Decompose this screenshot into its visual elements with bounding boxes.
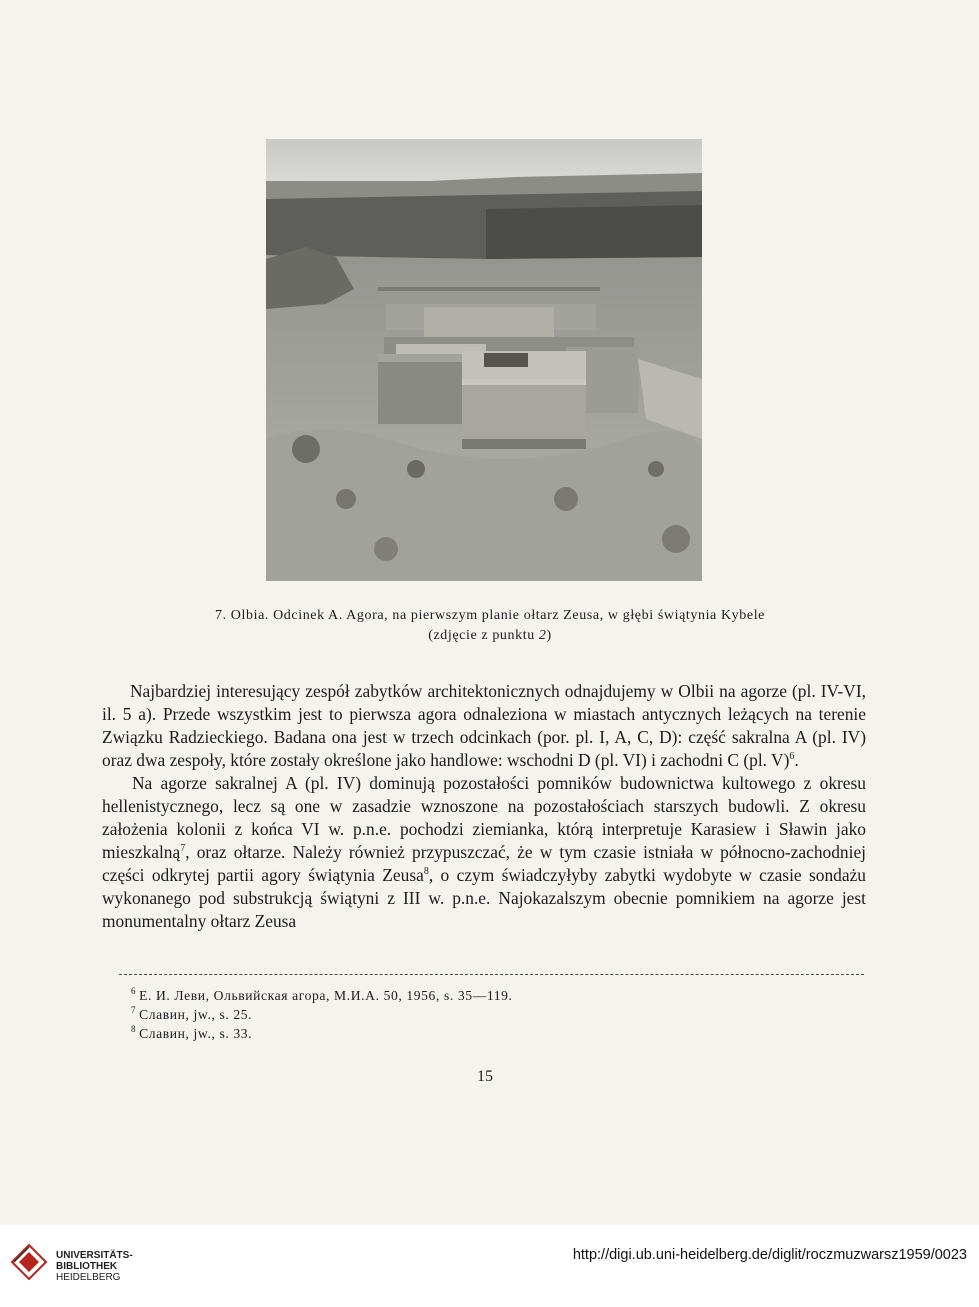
- viewer-footer: [0, 1225, 979, 1307]
- caption-line-2-suffix: ): [546, 628, 552, 643]
- paragraph-2-text-a: Na agorze sakralnej A (pl. IV) dominują pozostałości pomników budownictwa kultowego z okresu hellenistycznego, lecz są one w zasadzie wznoszone na pozostałościach starszych budowli. Z okresu założenia kolonii z końca VI w. p.n.e. pochodzi ziemianka, którą interpretuje Karasiew i Sławin jako mieszkalną: [102, 773, 866, 862]
- paragraph-1-text: Najbardziej interesujący zespół zabytków architektonicznych odnajdujemy w Olbii na agorze (pl. IV-VI, il. 5 a). Przede wszystkim jest to pierwsza agora odnaleziona w miastach antycznych leżących na terenie Związku Radzieckiego. Badana ona jest w trzech odcinkach (por. pl. I, A, C, D): część sakralna A (pl. IV) oraz dwa zespoły, które zostały określone jako handlowe: wschodni D (pl. VI) i zachodni C (pl. V): [102, 681, 866, 770]
- footnote-8: [131, 1024, 831, 1043]
- library-logo-text[interactable]: [56, 1250, 133, 1283]
- source-url-link[interactable]: http://digi.ub.uni-heidelberg.de/diglit/roczmuzwarsz1959/0023: [572, 1247, 967, 1263]
- footnote-text: Славин, jw., s. 33.: [139, 1026, 253, 1041]
- footnote-text: Е. И. Леви, Ольвийская агора, М.И.А. 50, 1956, s. 35—119.: [139, 988, 513, 1003]
- footnote-number: 8: [131, 1024, 137, 1035]
- paragraph-1-end: .: [794, 750, 799, 770]
- logo-line-1: UNIVERSITÄTS-: [56, 1250, 133, 1261]
- paragraph-2: [102, 772, 866, 933]
- figure-caption: [140, 606, 840, 646]
- paragraph-1: [102, 680, 866, 772]
- footnote-ref-7[interactable]: 7: [180, 843, 186, 855]
- photo-of-altar-icon: [266, 139, 702, 581]
- footnote-6: [131, 986, 831, 1005]
- library-logo-icon[interactable]: [10, 1243, 48, 1281]
- caption-line-1: 7. Olbia. Odcinek A. Agora, na pierwszym planie ołtarz Zeusa, w głębi świątynia Kybele: [214, 608, 765, 623]
- caption-line-2: [140, 626, 840, 646]
- footnote-ref-6[interactable]: 6: [789, 751, 795, 763]
- footnote-ref-8[interactable]: 8: [423, 866, 429, 878]
- footnote-text: Славин, jw., s. 25.: [139, 1007, 253, 1022]
- paragraph-2-text-b: , oraz ołtarze. Należy również przypuszczać, że w tym czasie istniała w północno-zachodniej części odkrytej partii agory świątynia Zeusa: [102, 842, 866, 885]
- caption-line-2-prefix: (zdjęcie z punktu: [428, 628, 539, 643]
- footnotes: [131, 986, 831, 1043]
- paragraph-2-text-c: , o czym świadczyłyby zabytki wydobyte w czasie sondażu wykonanego pod substrukcją świątyni z III w. p.n.e. Najokazalszym obecnie pomnikiem na agorze jest monumentalny ołtarz Zeusa: [102, 865, 866, 931]
- footnote-7: [131, 1005, 831, 1024]
- logo-line-2: BIBLIOTHEK: [56, 1261, 118, 1272]
- body-text: [102, 680, 866, 933]
- caption-line-2-point: 2: [538, 628, 547, 643]
- footnote-number: 7: [131, 1005, 137, 1016]
- footnote-divider: [119, 974, 864, 975]
- page-number: 15: [477, 1068, 493, 1085]
- logo-line-3: HEIDELBERG: [56, 1272, 121, 1283]
- olbia-altar-photo: [266, 139, 702, 581]
- footnote-number: 6: [131, 986, 137, 997]
